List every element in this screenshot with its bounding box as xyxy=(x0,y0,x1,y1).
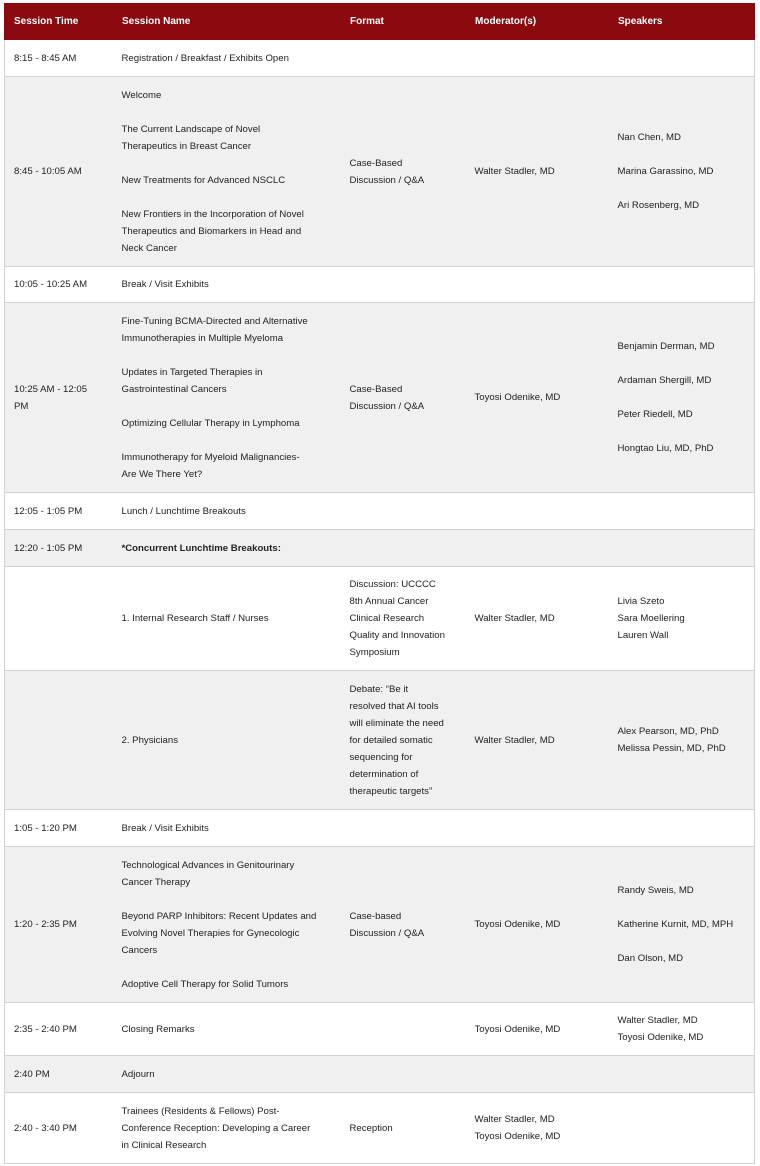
cell-line: Katherine Kurnit, MD, MPH xyxy=(617,919,734,930)
moderators-cell xyxy=(466,530,609,567)
cell-line: 2:35 - 2:40 PM xyxy=(14,1023,77,1035)
table-row xyxy=(5,567,755,671)
table-row xyxy=(5,530,755,567)
cell-line: Ardaman Shergill, MD xyxy=(617,375,712,386)
table-row xyxy=(5,847,755,1003)
speakers-cell xyxy=(609,1093,755,1164)
table-row xyxy=(5,1056,755,1093)
cell-line: 2:40 PM xyxy=(14,1068,50,1080)
speakers-cell xyxy=(609,77,755,267)
speakers-cell xyxy=(609,671,755,810)
cell-line: Registration / Breakfast / Exhibits Open xyxy=(121,52,289,64)
table-row xyxy=(5,671,755,810)
cell-line: 2. Physicians xyxy=(121,734,179,746)
line-gap xyxy=(122,189,337,206)
table-row xyxy=(5,267,755,303)
line-gap xyxy=(122,891,337,908)
cell-line: The Current Landscape of Novel xyxy=(121,123,261,135)
header-session-time: Session Time xyxy=(5,4,113,40)
cell-line: Trainees (Residents & Fellows) Post- xyxy=(121,1105,280,1117)
table-row xyxy=(5,40,755,77)
speakers-cell xyxy=(609,1056,755,1093)
moderators-cell xyxy=(466,567,609,671)
speakers-cell xyxy=(609,530,755,567)
speakers-cell xyxy=(609,493,755,530)
format-cell xyxy=(341,1093,466,1164)
cell-line: 12:20 - 1:05 PM xyxy=(14,542,83,554)
session-name-cell xyxy=(113,1003,341,1056)
moderators-cell xyxy=(466,1093,609,1164)
format-cell xyxy=(341,567,466,671)
session-name-cell xyxy=(113,40,341,77)
format-cell xyxy=(341,847,466,1003)
cell-line: 10:05 - 10:25 AM xyxy=(14,279,88,290)
header-moderators: Moderator(s) xyxy=(466,4,609,40)
format-cell xyxy=(341,530,466,567)
session-name-cell xyxy=(113,567,341,671)
session-time-cell xyxy=(5,567,113,671)
cell-line: Toyosi Odenike, MD xyxy=(474,1023,561,1035)
speakers-cell xyxy=(609,567,755,671)
cell-line: Closing Remarks xyxy=(121,1023,195,1035)
format-cell xyxy=(341,671,466,810)
table-row xyxy=(5,810,755,847)
cell-line: Walter Stadler, MD xyxy=(617,1015,698,1026)
moderators-cell xyxy=(466,493,609,530)
cell-line: Toyosi Odenike, MD xyxy=(474,919,561,930)
session-time-cell xyxy=(5,530,113,567)
cell-line: Ari Rosenberg, MD xyxy=(617,200,700,211)
speakers-cell xyxy=(609,303,755,493)
cell-line: PM xyxy=(14,400,29,412)
cell-line: Walter Stadler, MD xyxy=(474,1114,555,1125)
cell-line: in Clinical Research xyxy=(121,1139,207,1151)
cell-line: Lunch / Lunchtime Breakouts xyxy=(121,505,246,517)
cell-line: 1:05 - 1:20 PM xyxy=(14,822,77,834)
cell-line: Walter Stadler, MD xyxy=(474,613,555,624)
session-name-cell xyxy=(113,493,341,530)
cell-line: Hongtao Liu, MD, PhD xyxy=(617,443,714,454)
cell-line: Immunotherapies in Multiple Myeloma xyxy=(121,332,284,344)
session-name-cell xyxy=(113,671,341,810)
cell-line: Beyond PARP Inhibitors: Recent Updates and xyxy=(121,910,317,922)
cell-line: Break / Visit Exhibits xyxy=(121,822,209,834)
cell-line: Discussion / Q&A xyxy=(349,400,425,412)
cell-line: Case-Based xyxy=(349,383,403,395)
speakers-cell xyxy=(609,1003,755,1056)
session-time-cell xyxy=(5,671,113,810)
cell-line: Debate: “Be it xyxy=(349,683,409,695)
cell-line: Toyosi Odenike, MD xyxy=(474,1131,561,1142)
cell-line: Discussion / Q&A xyxy=(349,927,425,939)
session-time-cell xyxy=(5,1056,113,1093)
line-gap xyxy=(618,180,751,197)
cell-line: 12:05 - 1:05 PM xyxy=(14,505,83,517)
format-cell xyxy=(341,267,466,303)
cell-line: 8th Annual Cancer xyxy=(349,596,429,607)
session-time-cell xyxy=(5,810,113,847)
session-name-cell xyxy=(113,810,341,847)
cell-line: New Frontiers in the Incorporation of Novel xyxy=(121,208,304,220)
agenda-table xyxy=(4,3,755,1164)
speakers-cell xyxy=(609,267,755,303)
line-gap xyxy=(618,899,751,916)
cell-line: Welcome xyxy=(121,89,162,101)
cell-line: Optimizing Cellular Therapy in Lymphoma xyxy=(121,417,300,429)
cell-line: Walter Stadler, MD xyxy=(474,166,555,177)
session-time-cell xyxy=(5,40,113,77)
moderators-cell xyxy=(466,1003,609,1056)
moderators-cell xyxy=(466,810,609,847)
cell-line: Toyosi Odenike, MD xyxy=(474,392,561,403)
speakers-cell xyxy=(609,40,755,77)
cell-line: Randy Sweis, MD xyxy=(617,885,694,896)
cell-line: Lauren Wall xyxy=(617,630,669,641)
cell-line: determination of xyxy=(349,768,419,780)
cell-line: Cancer Therapy xyxy=(121,876,191,888)
cell-line: Dan Olson, MD xyxy=(617,953,684,964)
line-gap xyxy=(122,347,337,364)
cell-line: Cancers xyxy=(121,944,158,956)
table-row xyxy=(5,1093,755,1164)
cell-line: New Treatments for Advanced NSCLC xyxy=(121,174,286,186)
cell-line: Therapeutics in Breast Cancer xyxy=(121,140,252,152)
format-cell xyxy=(341,1056,466,1093)
moderators-cell xyxy=(466,267,609,303)
moderators-cell xyxy=(466,1056,609,1093)
table-row xyxy=(5,77,755,267)
cell-line: Updates in Targeted Therapies in xyxy=(121,366,263,378)
cell-line: 8:45 - 10:05 AM xyxy=(14,166,82,177)
header-speakers: Speakers xyxy=(609,4,755,40)
cell-line: 1. Internal Research Staff / Nurses xyxy=(121,613,269,624)
moderators-cell xyxy=(466,847,609,1003)
format-cell xyxy=(341,303,466,493)
cell-line: Fine-Tuning BCMA-Directed and Alternative xyxy=(121,315,308,327)
line-gap xyxy=(122,155,337,172)
cell-line: 2:40 - 3:40 PM xyxy=(14,1122,77,1134)
line-gap xyxy=(618,933,751,950)
cell-line: Livia Szeto xyxy=(617,596,665,607)
line-gap xyxy=(122,959,337,976)
session-name-cell xyxy=(113,77,341,267)
cell-line: Therapeutics and Biomarkers in Head and xyxy=(121,225,302,237)
session-name-cell xyxy=(113,1093,341,1164)
table-row xyxy=(5,303,755,493)
cell-line: Discussion / Q&A xyxy=(349,174,425,186)
cell-line: Alex Pearson, MD, PhD xyxy=(617,726,719,737)
cell-line: for detailed somatic xyxy=(349,734,433,746)
session-time-cell xyxy=(5,267,113,303)
header-session-name: Session Name xyxy=(113,4,341,40)
cell-line: Discussion: UCCCC xyxy=(349,579,436,590)
cell-line: resolved that AI tools xyxy=(349,700,439,712)
cell-line: Quality and Innovation xyxy=(349,630,445,641)
cell-line: *Concurrent Lunchtime Breakouts: xyxy=(121,542,281,554)
cell-line: Evolving Novel Therapies for Gynecologic xyxy=(121,927,300,939)
line-gap xyxy=(618,389,751,406)
moderators-cell xyxy=(466,303,609,493)
session-time-cell xyxy=(5,1093,113,1164)
format-cell xyxy=(341,810,466,847)
format-cell xyxy=(341,493,466,530)
cell-line: Conference Reception: Developing a Career xyxy=(121,1122,311,1134)
cell-line: Clinical Research xyxy=(349,613,425,624)
cell-line: Nan Chen, MD xyxy=(617,132,681,143)
cell-line: Benjamin Derman, MD xyxy=(617,341,715,352)
session-time-cell xyxy=(5,303,113,493)
session-name-cell xyxy=(113,1056,341,1093)
header-format: Format xyxy=(341,4,466,40)
cell-line: Sara Moellering xyxy=(617,613,685,624)
cell-line: Case-Based xyxy=(349,157,403,169)
line-gap xyxy=(122,104,337,121)
session-time-cell xyxy=(5,847,113,1003)
moderators-cell xyxy=(466,671,609,810)
cell-line: Marina Garassino, MD xyxy=(617,166,714,177)
cell-line: Toyosi Odenike, MD xyxy=(617,1032,704,1043)
session-name-cell xyxy=(113,267,341,303)
header-row xyxy=(5,4,755,40)
moderators-cell xyxy=(466,77,609,267)
cell-line: Neck Cancer xyxy=(121,242,177,254)
speakers-cell xyxy=(609,810,755,847)
cell-line: 10:25 AM - 12:05 xyxy=(14,383,88,395)
format-cell xyxy=(341,40,466,77)
session-name-cell xyxy=(113,303,341,493)
cell-line: Gastrointestinal Cancers xyxy=(121,383,227,395)
cell-line: Reception xyxy=(349,1122,393,1134)
line-gap xyxy=(122,432,337,449)
cell-line: Adjourn xyxy=(121,1068,155,1080)
cell-line: Immunotherapy for Myeloid Malignancies- xyxy=(121,451,300,463)
cell-line: Break / Visit Exhibits xyxy=(121,279,209,290)
moderators-cell xyxy=(466,40,609,77)
format-cell xyxy=(341,77,466,267)
agenda-body xyxy=(5,40,755,1164)
cell-line: Walter Stadler, MD xyxy=(474,734,555,746)
speakers-cell xyxy=(609,847,755,1003)
line-gap xyxy=(618,423,751,440)
cell-line: Symposium xyxy=(349,647,400,658)
line-gap xyxy=(618,146,751,163)
line-gap xyxy=(618,355,751,372)
table-row xyxy=(5,493,755,530)
session-name-cell xyxy=(113,847,341,1003)
cell-line: Peter Riedell, MD xyxy=(617,409,693,420)
cell-line: Melissa Pessin, MD, PhD xyxy=(617,743,726,754)
cell-line: therapeutic targets” xyxy=(349,785,433,797)
cell-line: Case-based xyxy=(349,910,402,922)
line-gap xyxy=(122,398,337,415)
session-name-cell xyxy=(113,530,341,567)
format-cell xyxy=(341,1003,466,1056)
table-row xyxy=(5,1003,755,1056)
session-time-cell xyxy=(5,77,113,267)
cell-line: Are We There Yet? xyxy=(121,468,203,480)
session-time-cell xyxy=(5,1003,113,1056)
cell-line: 8:15 - 8:45 AM xyxy=(14,52,77,64)
cell-line: Technological Advances in Genitourinary xyxy=(121,859,295,871)
cell-line: sequencing for xyxy=(349,751,413,763)
cell-line: Adoptive Cell Therapy for Solid Tumors xyxy=(121,978,289,990)
cell-line: will eliminate the need xyxy=(349,717,444,729)
cell-line: 1:20 - 2:35 PM xyxy=(14,919,77,930)
session-time-cell xyxy=(5,493,113,530)
